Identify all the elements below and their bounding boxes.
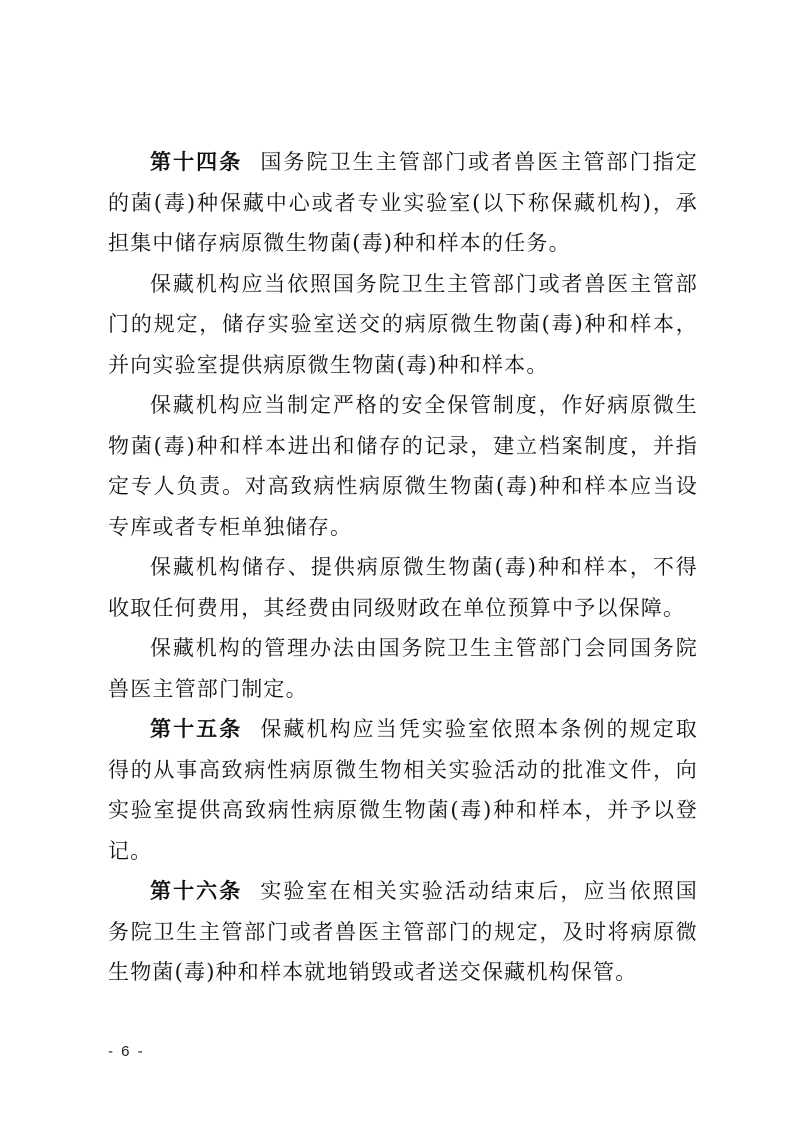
paragraph-management-measures — [108, 628, 698, 709]
paragraph-safety-management — [108, 385, 698, 547]
article-number: 第十六条 — [150, 879, 243, 903]
paragraph-text: 实验室在相关实验活动结束后，应当依照国务院卫生主管部门或者兽医主管部门的规定，及时将病原微生物菌(毒)种和样本就地销毁或者送交保藏机构保管。 — [108, 879, 698, 984]
article-number: 第十五条 — [150, 717, 243, 741]
paragraph-text: 保藏机构应当凭实验室依照本条例的规定取得的从事高致病性病原微生物相关实验活动的批准文件，向实验室提供高致病性病原微生物菌(毒)种和样本，并予以登记。 — [108, 717, 698, 863]
paragraph-storage-duty — [108, 264, 698, 386]
document-body — [108, 142, 698, 993]
paragraph-text: 保藏机构应当依照国务院卫生主管部门或者兽医主管部门的规定，储存实验室送交的病原微生物菌(毒)种和样本，并向实验室提供病原微生物菌(毒)种和样本。 — [108, 271, 698, 377]
paragraph-text: 保藏机构的管理办法由国务院卫生主管部门会同国务院兽医主管部门制定。 — [108, 636, 698, 701]
paragraph-text: 保藏机构储存、提供病原微生物菌(毒)种和样本，不得收取任何费用，其经费由同级财政在单位预算中予以保障。 — [108, 555, 698, 620]
paragraph-article-16 — [108, 871, 698, 993]
paragraph-text: 保藏机构应当制定严格的安全保管制度，作好病原微生物菌(毒)种和样本进出和储存的记录，建立档案制度，并指定专人负责。对高致病性病原微生物菌(毒)种和样本应当设专库或者专柜单独储存。 — [108, 393, 698, 539]
paragraph-text: 国务院卫生主管部门或者兽医主管部门指定的菌(毒)种保藏中心或者专业实验室(以下称保藏机构)，承担集中储存病原微生物菌(毒)种和样本的任务。 — [108, 150, 698, 255]
article-number: 第十四条 — [150, 150, 243, 174]
paragraph-article-14 — [108, 142, 698, 264]
page-number: - 6 - — [108, 1043, 145, 1060]
paragraph-fees — [108, 547, 698, 628]
paragraph-article-15 — [108, 709, 698, 871]
